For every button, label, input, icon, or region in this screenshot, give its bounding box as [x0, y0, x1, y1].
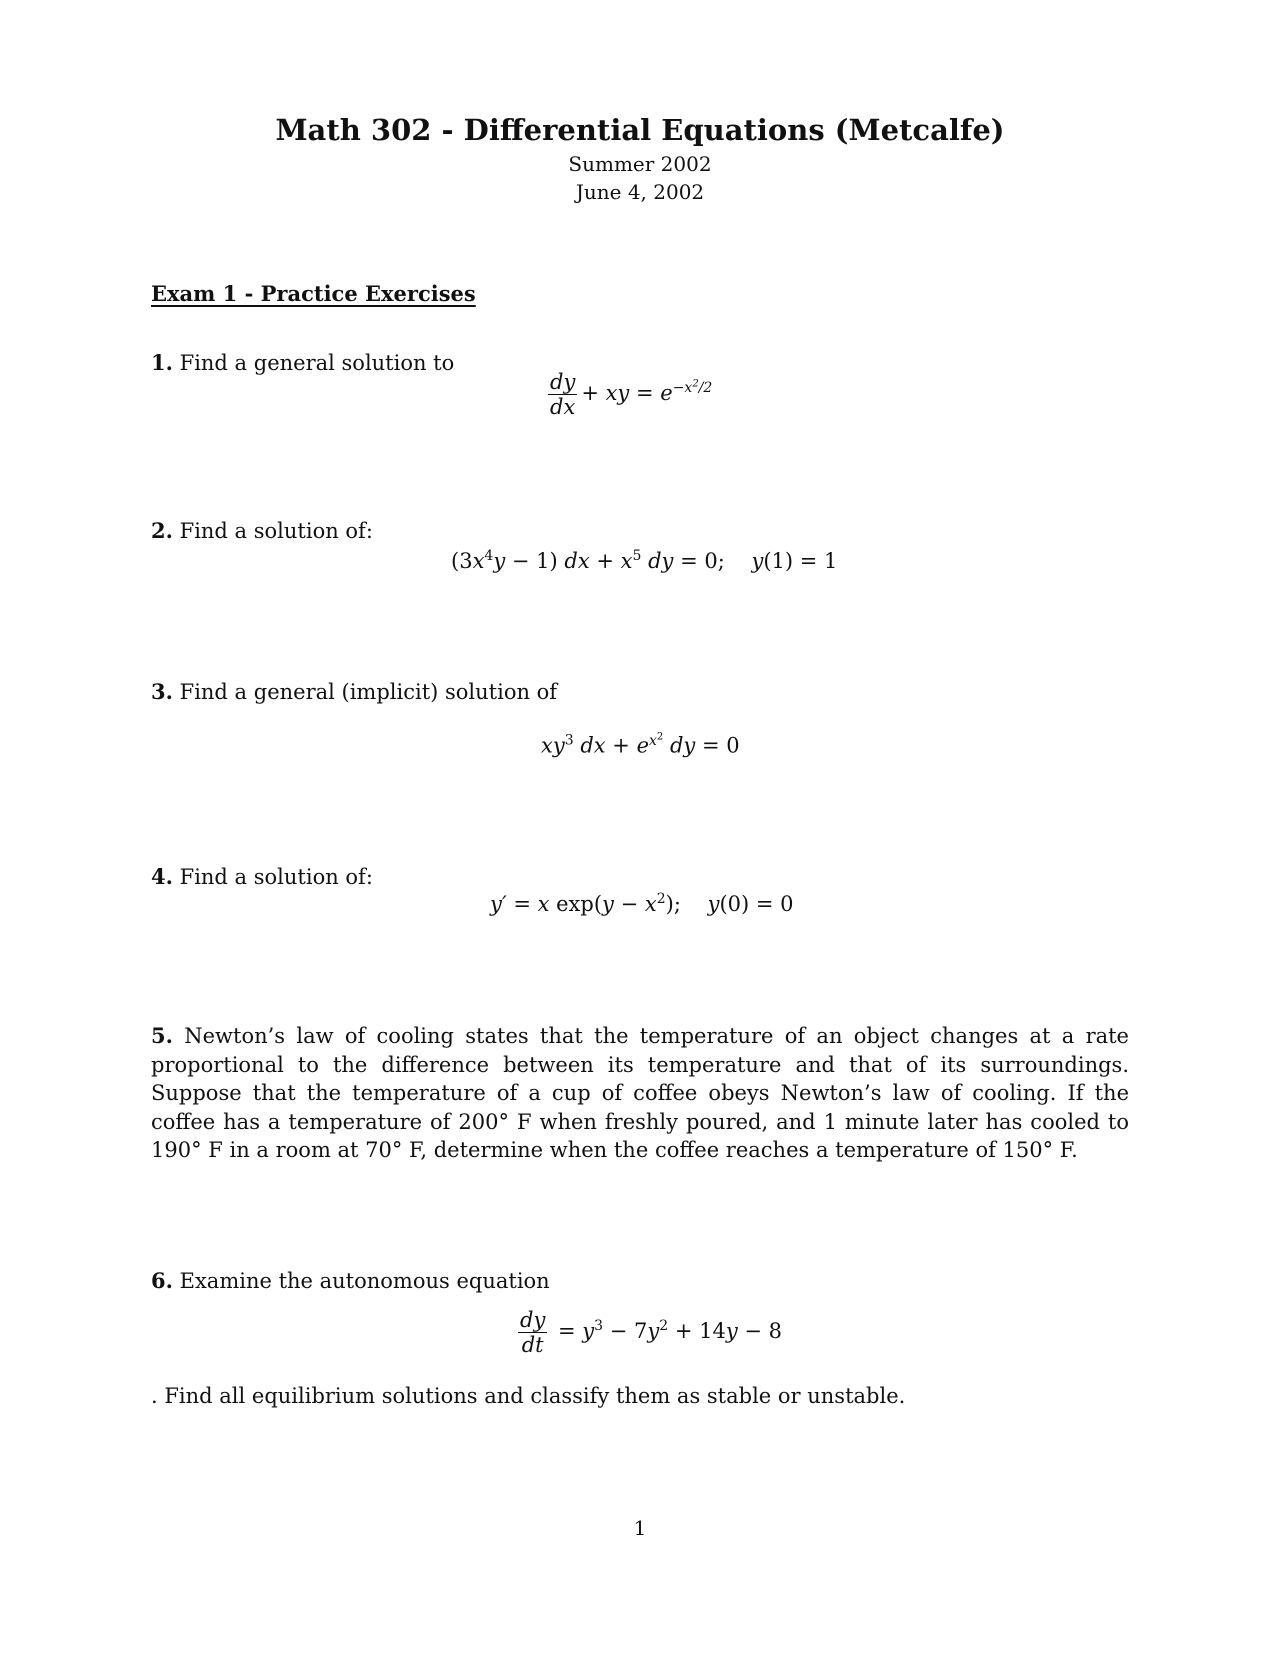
date-line: June 4, 2002	[575, 180, 705, 204]
problem-6-followup: . Find all equilibrium solutions and classify them as stable or unstable.	[151, 1384, 906, 1408]
problem-text: Newton’s law of cooling states that the temperature of an object changes at a rate proportional to the difference between its temperature and that of its surroundings. Suppose that the temperature of a cup of coffee obeys Newton’s law of cooling. If the coffee has a temperature of 200° F when freshly poured, and 1 minute later has cooled to 190° F in a room at 70° F, determine when the coffee reaches a temperature of 150° F.	[151, 1024, 1129, 1162]
document-title: Math 302 - Differential Equations (Metcalfe)	[275, 113, 1005, 147]
problem-number: 3.	[151, 679, 173, 704]
problem-number: 1.	[151, 350, 173, 375]
problem-text: Examine the autonomous equation	[179, 1269, 550, 1293]
problem-number: 4.	[151, 864, 173, 889]
problem-5	[151, 1022, 1129, 1165]
problem-3	[151, 679, 557, 704]
problem-2	[151, 518, 373, 543]
problem-number: 5.	[151, 1023, 173, 1048]
problem-text: Find a general solution to	[179, 351, 455, 375]
problem-number: 2.	[151, 518, 173, 543]
problem-1	[151, 350, 454, 375]
equation-4: y′ = x $\exp(y - x^2)$; y(0) = 0	[490, 891, 794, 916]
term-line: Summer 2002	[568, 152, 712, 176]
problem-number: 6.	[151, 1268, 173, 1293]
equation-6: $\frac{dy}{dt}$ = $y^3 - 7y^2 + 14y - 8$	[520, 1308, 783, 1357]
problem-6	[151, 1268, 550, 1293]
equation-1: $\frac{dy}{dx}$ + xy = $e^{-x^2/2}$	[550, 370, 713, 419]
problem-4	[151, 864, 373, 889]
equation-2: $(3x^4y - 1)$ dx + $x^5$ dy = 0; y(1) = 1	[451, 548, 838, 573]
section-heading: Exam 1 - Practice Exercises	[151, 281, 476, 306]
page-number: 1	[633, 1516, 647, 1540]
problem-text: Find a solution of:	[179, 519, 373, 543]
problem-text: Find a general (implicit) solution of	[179, 680, 558, 704]
equation-3: $xy^3$ dx + $e^{x^2}$ dy = 0	[541, 731, 740, 758]
problem-text: Find a solution of:	[179, 865, 373, 889]
